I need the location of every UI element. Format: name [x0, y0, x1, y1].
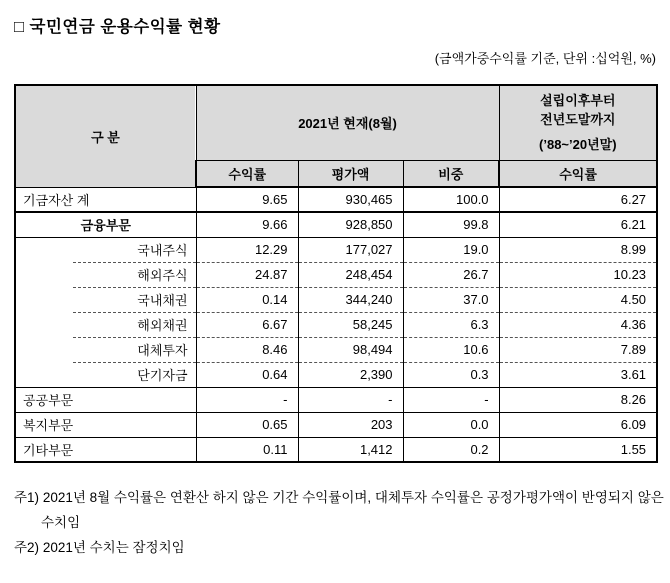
since-line-2: 전년도말까지 — [540, 112, 616, 128]
cell-weight: 19.0 — [403, 237, 499, 262]
cell-since: 6.21 — [499, 212, 657, 237]
row-label: 공공부문 — [15, 387, 196, 412]
unit-note: (금액가중수익률 기준, 단위 :십억원, %) — [434, 51, 656, 66]
footnote-2-marker: 주2) — [14, 540, 40, 555]
cell-return: 0.65 — [196, 412, 298, 437]
cell-weight: 0.0 — [403, 412, 499, 437]
row-label: 금융부문 — [15, 212, 196, 237]
cell-since: 8.99 — [499, 237, 657, 262]
indent-spacer — [15, 262, 73, 287]
cell-weight: 0.3 — [403, 362, 499, 387]
table-row — [15, 312, 657, 337]
footnote-1-marker: 주1) — [14, 490, 40, 505]
cell-weight: 100.0 — [403, 187, 499, 212]
cell-value: - — [298, 387, 403, 412]
cell-value: 203 — [298, 412, 403, 437]
cell-weight: 99.8 — [403, 212, 499, 237]
indent-spacer — [15, 312, 73, 337]
table-row — [15, 437, 657, 462]
footnotes — [14, 485, 664, 560]
cell-return: 0.14 — [196, 287, 298, 312]
indent-spacer — [15, 237, 73, 262]
table-row — [15, 362, 657, 387]
table-row — [15, 187, 657, 212]
cell-since: 4.50 — [499, 287, 657, 312]
table-row — [15, 387, 657, 412]
cell-weight: 10.6 — [403, 337, 499, 362]
cell-since: 6.27 — [499, 187, 657, 212]
header-weight: 비중 — [403, 160, 499, 187]
row-label: 복지부문 — [15, 412, 196, 437]
cell-value: 930,465 — [298, 187, 403, 212]
row-label: 해외채권 — [73, 312, 196, 337]
cell-return: 0.11 — [196, 437, 298, 462]
cell-return: 12.29 — [196, 237, 298, 262]
since-line-3: (’88~’20년말) — [539, 137, 617, 153]
table-row — [15, 262, 657, 287]
cell-return: - — [196, 387, 298, 412]
cell-return: 9.66 — [196, 212, 298, 237]
cell-value: 344,240 — [298, 287, 403, 312]
since-line-1: 설립이후부터 — [540, 93, 616, 109]
cell-since: 6.09 — [499, 412, 657, 437]
table-row — [15, 287, 657, 312]
footnote-1 — [14, 485, 664, 535]
header-value: 평가액 — [298, 160, 403, 187]
indent-spacer — [15, 337, 73, 362]
footnote-1-text: 2021년 8월 수익률은 연환산 하지 않은 기간 수익률이며, 대체투자 수익률은 공정가평가액이 반영되지 않은 수치임 — [41, 490, 664, 530]
cell-return: 6.67 — [196, 312, 298, 337]
footnote-2 — [14, 535, 664, 560]
row-label: 기금자산 계 — [15, 187, 196, 212]
header-since-inception — [499, 85, 657, 160]
header-return: 수익률 — [196, 160, 298, 187]
cell-value: 98,494 — [298, 337, 403, 362]
cell-return: 9.65 — [196, 187, 298, 212]
cell-value: 2,390 — [298, 362, 403, 387]
indent-spacer — [15, 287, 73, 312]
cell-return: 0.64 — [196, 362, 298, 387]
cell-return: 8.46 — [196, 337, 298, 362]
cell-value: 928,850 — [298, 212, 403, 237]
returns-table — [14, 84, 658, 463]
indent-spacer — [15, 362, 73, 387]
row-label: 국내채권 — [73, 287, 196, 312]
page-title: □ 국민연금 운용수익률 현황 — [14, 18, 221, 36]
cell-value: 58,245 — [298, 312, 403, 337]
cell-value: 177,027 — [298, 237, 403, 262]
cell-since: 8.26 — [499, 387, 657, 412]
cell-weight: - — [403, 387, 499, 412]
row-label: 국내주식 — [73, 237, 196, 262]
cell-weight: 6.3 — [403, 312, 499, 337]
table-row — [15, 237, 657, 262]
header-gubun: 구 분 — [15, 85, 196, 187]
table-row — [15, 212, 657, 237]
table-row — [15, 412, 657, 437]
cell-since: 4.36 — [499, 312, 657, 337]
header-since-return: 수익률 — [499, 160, 657, 187]
cell-since: 10.23 — [499, 262, 657, 287]
footnote-2-text: 2021년 수치는 잠정치임 — [42, 540, 185, 555]
cell-weight: 0.2 — [403, 437, 499, 462]
cell-value: 248,454 — [298, 262, 403, 287]
cell-return: 24.87 — [196, 262, 298, 287]
cell-weight: 37.0 — [403, 287, 499, 312]
cell-since: 1.55 — [499, 437, 657, 462]
cell-since: 7.89 — [499, 337, 657, 362]
header-row-groups — [15, 85, 657, 160]
cell-value: 1,412 — [298, 437, 403, 462]
row-label: 대체투자 — [73, 337, 196, 362]
cell-since: 3.61 — [499, 362, 657, 387]
row-label: 해외주식 — [73, 262, 196, 287]
cell-weight: 26.7 — [403, 262, 499, 287]
header-2021-group: 2021년 현재(8월) — [196, 85, 499, 160]
table-row — [15, 337, 657, 362]
row-label: 기타부문 — [15, 437, 196, 462]
row-label: 단기자금 — [73, 362, 196, 387]
